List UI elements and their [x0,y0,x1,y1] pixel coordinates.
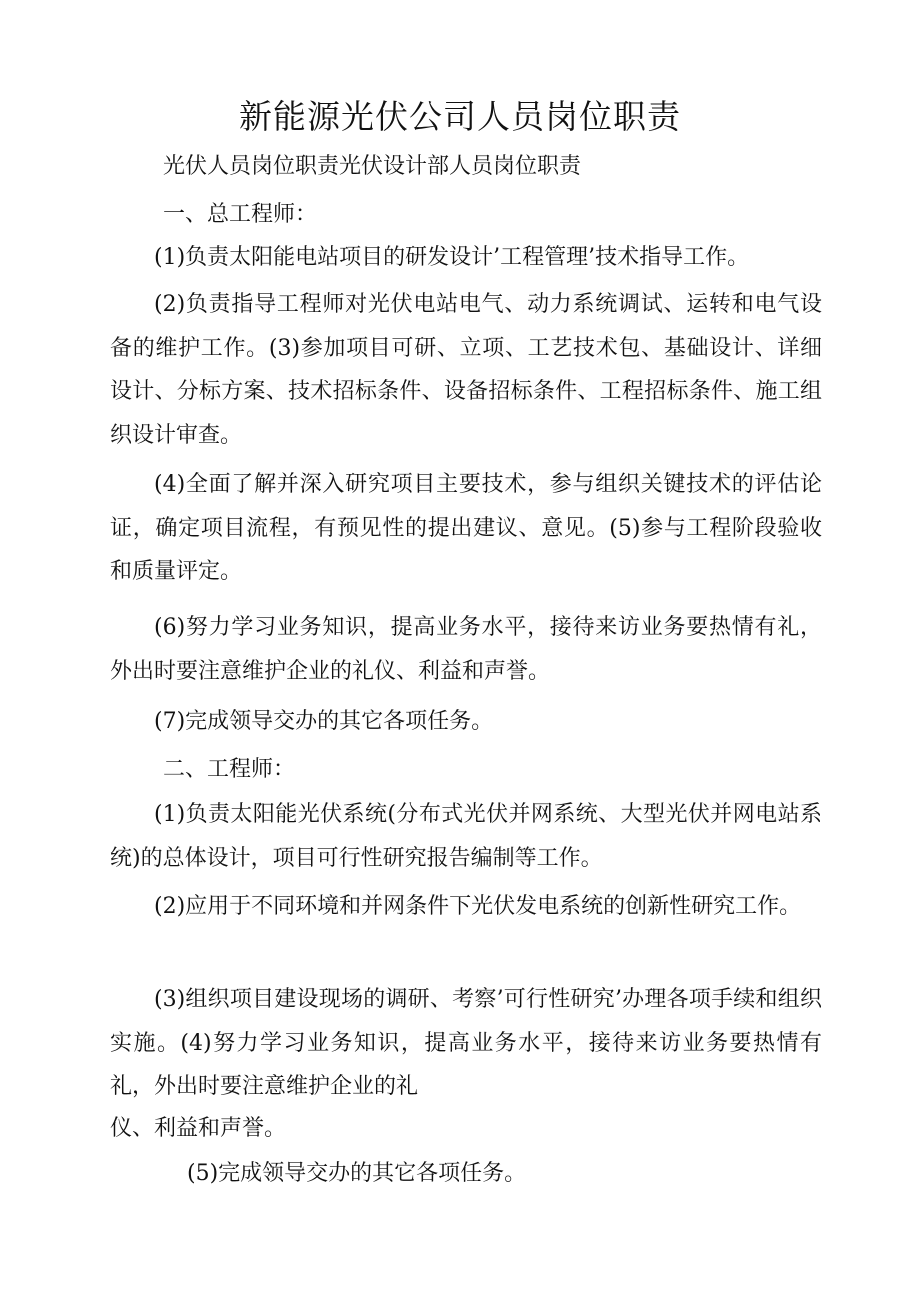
paragraph-chief-2: (2)负责指导工程师对光伏电站电气、动力系统调试、运转和电气设备的维护工作。(3)参加项目可研、立项、工艺技术包、基础设计、详细设计、分标方案、技术招标条件、设备招标条件、工程招标条件、施工组织设计审查。 [110,292,822,448]
paragraph-chief-1: (1)负责太阳能电站项目的研发设计’工程管理’技术指导工作。 [154,245,750,270]
section-heading-chief-engineer: 一、总工程师： [163,202,318,227]
paragraph-engineer-3-tail: 仪、利益和声誉。 [110,1116,287,1141]
paragraph-chief-3: (4)全面了解并深入研究项目主要技术，参与组织关键技术的评估论证，确定项目流程，有预见性的提出建议、意见。(5)参与工程阶段验收和质量评定。 [110,472,822,584]
paragraph-chief-5: (7)完成领导交办的其它各项任务。 [154,709,494,734]
paragraph-chief-4: (6)努力学习业务知识，提高业务水平，接待来访业务要热情有礼，外出时要注意维护企业的礼仪、利益和声誉。 [110,615,822,684]
section-heading-engineer: 二、工程师： [163,757,296,782]
paragraph-engineer-1: (1)负责太阳能光伏系统(分布式光伏并网系统、大型光伏并网电站系统)的总体设计，项目可行性研究报告编制等工作。 [110,802,822,871]
paragraph-engineer-3: (3)组织项目建设现场的调研、考察’可行性研究’办理各项手续和组织实施。(4)努力学习业务知识，提高业务水平，接待来访业务要热情有礼，外出时要注意维护企业的礼 [110,987,822,1099]
paragraph-engineer-4: (5)完成领导交办的其它各项任务。 [187,1161,527,1186]
paragraph-engineer-2: (2)应用于不同环境和并网条件下光伏发电系统的创新性研究工作。 [154,894,802,919]
document-title: 新能源光伏公司人员岗位职责 [239,97,681,136]
document-subtitle: 光伏人员岗位职责光伏设计部人员岗位职责 [163,154,582,179]
